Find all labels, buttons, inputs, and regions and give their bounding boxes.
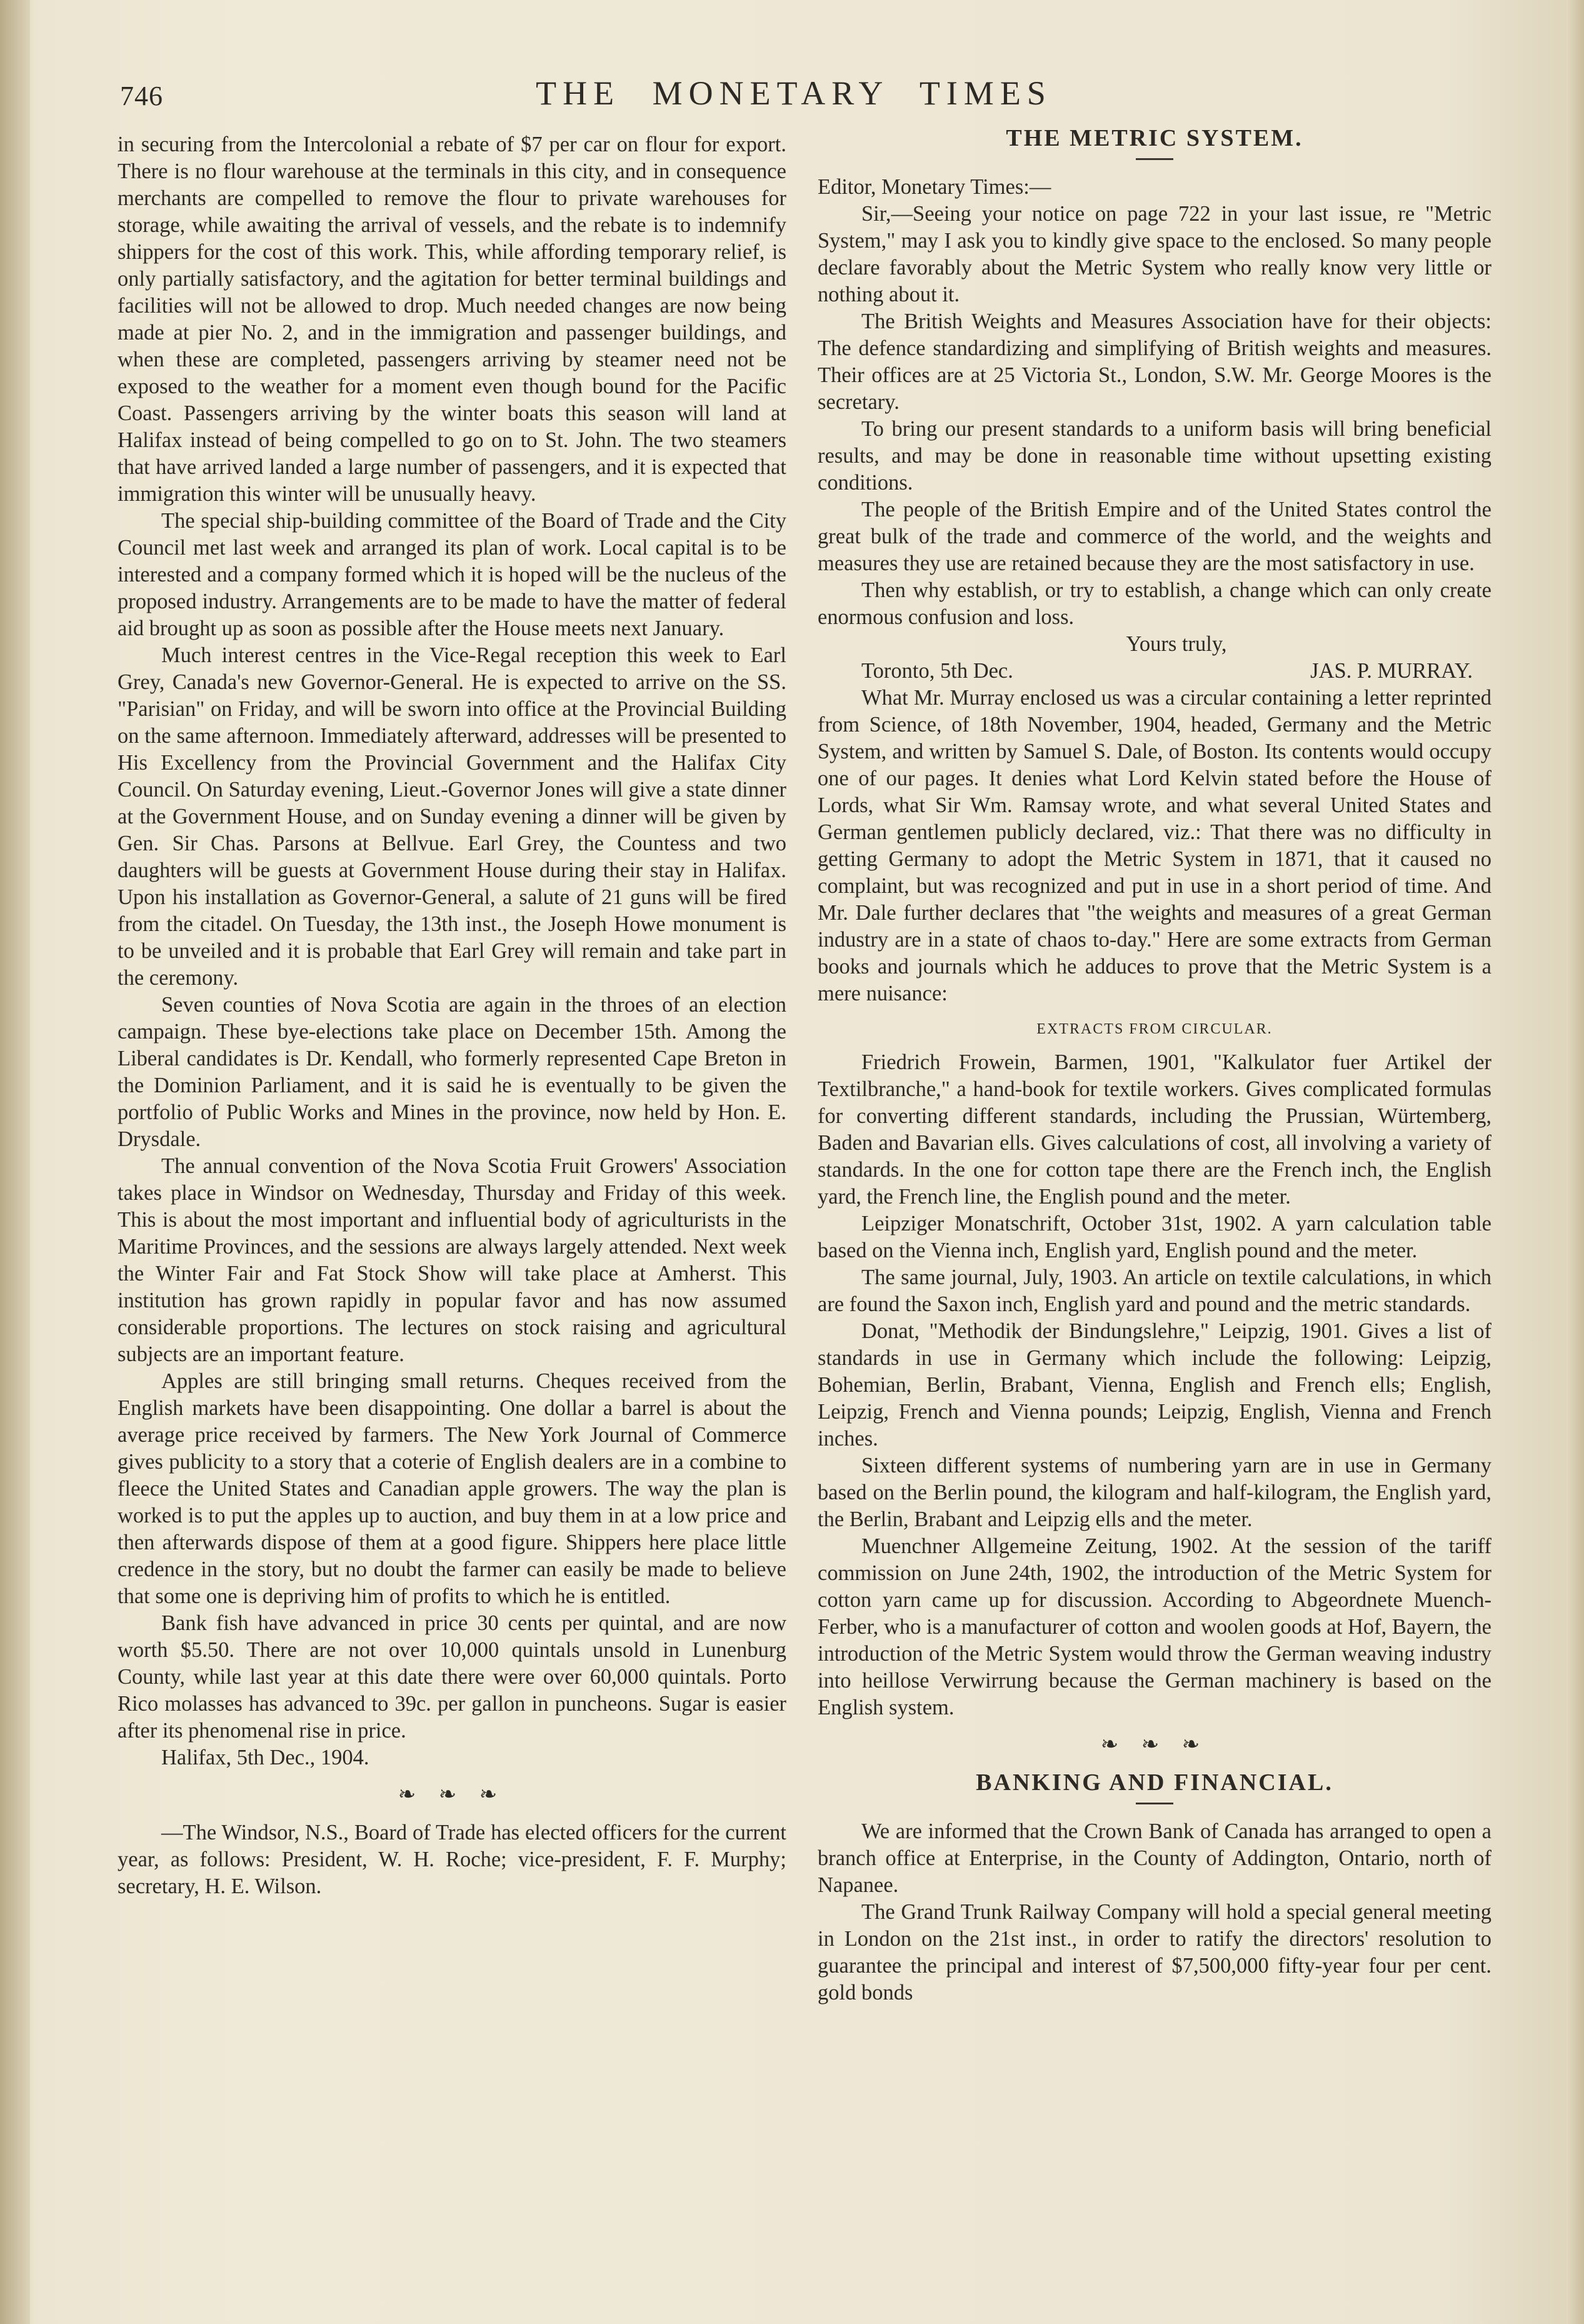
extract-paragraph: Donat, "Methodik der Bindungslehre," Leipzig, 1901. Gives a list of standards in use in Germany which include the following: Leipzig, Bohemian, Berlin, Brabant, Vienna, English and French ells; English, Leipzig, French and Vienna pounds; Leipzig, English, Vienna and French inches. (818, 1319, 1491, 1451)
right-column (818, 125, 1491, 2006)
article-paragraph: Seven counties of Nova Scotia are again in the throes of an election campaign. These bye-elections take place on December 15th. Among the Liberal candidates is Dr. Kendall, who formerly represented Cape Breton in the Dominion Parliament, and it is said he is eventually to be given the portfolio of Public Works and Mines in the province, now held by Hon. E. Drysdale. (118, 993, 786, 1151)
article-paragraph: Much interest centres in the Vice-Regal reception this week to Earl Grey, Canada's new Governor-General. He is expected to arrive on the SS. "Parisian" on Friday, and will be sworn into office at the Provincial Building on the same afternoon. Immediately afterward, addresses will be presented to His Excellency from the Provincial Government and the Halifax City Council. On Saturday evening, Lieut.-Governor Jones will give a state dinner at the Government House, and on Sunday evening a dinner will be given by Gen. Sir Chas. Parsons at Bellvue. Earl Grey, the Countess and two daughters will be guests at Government House during their stay in Halifax. Upon his installation as Governor-General, a salute of 21 guns will be fired from the citadel. On Tuesday, the 13th inst., the Joseph Howe monument is to be unveiled and it is probable that Earl Grey will remain and take part in the ceremony. (118, 643, 786, 990)
section-ornament: ❧ ❧ ❧ (398, 1783, 506, 1806)
extract-paragraph: Leipziger Monatschrift, October 31st, 1902. A yarn calculation table based on the Vienna inch, English yard, English pound and the meter. (818, 1212, 1491, 1262)
letter-closing: Yours truly, (1126, 632, 1227, 656)
article-paragraph: The annual convention of the Nova Scotia Fruit Growers' Association takes place in Windsor on Wednesday, Thursday and Friday of this week. This is about the most important and influential body of agriculturists in the Maritime Provinces, and the sessions are always largely attended. Next week the Winter Fair and Fat Stock Show will take place at Amherst. This institution has grown rapidly in popular favor and has now assumed considerable proportions. The lectures on stock raising and agricultural subjects are an important feature. (118, 1154, 786, 1366)
board-of-trade-note: —The Windsor, N.S., Board of Trade has elected officers for the current year, as follows: President, W. H. Roche; vice-president, F. F. Murphy; secretary, H. E. Wilson. (118, 1821, 786, 1898)
editor-commentary: What Mr. Murray enclosed us was a circular containing a letter reprinted from Science, of 18th November, 1904, headed, Germany and the Metric System, and written by Samuel S. Dale, of Boston. Its contents would occupy one of our pages. It denies what Lord Kelvin stated before the House of Lords, what Sir Wm. Ramsay wrote, and what several United States and German gentlemen publicly declared, viz.: That there was no difficulty in getting Germany to adopt the Metric System in 1871, that it caused no complaint, but was recognized and put in use in a short period of time. And Mr. Dale further declares that "the weights and measures of a great German industry are in a state of chaos to-day." Here are some extracts from German books and journals which he adduces to prove that the Metric System is a mere nuisance: (818, 686, 1491, 1005)
letter-signoff (818, 658, 1491, 685)
heading-rule (1136, 1803, 1173, 1804)
left-column (118, 131, 786, 1900)
letter-paragraph: Then why establish, or try to establish, a change which can only create enormous confusion and loss. (818, 578, 1491, 629)
extract-paragraph: Friedrich Frowein, Barmen, 1901, "Kalkulator fuer Artikel der Textilbranche," a hand-book for textile workers. Gives complicated formulas for converting different standards, including the Prussian, Würtemberg, Baden and Bavarian ells. Gives calculations of cost, all involving a variety of standards. In the one for cotton tape there are the French inch, the English yard, the French line, the English pound and the meter. (818, 1050, 1491, 1209)
extracts-heading: EXTRACTS FROM CIRCULAR. (1036, 1021, 1273, 1037)
extract-paragraph: The same journal, July, 1903. An article on textile calculations, in which are found the Saxon inch, English yard and pound and the metric standards. (818, 1265, 1491, 1316)
letter-paragraph: The people of the British Empire and of the United States control the great bulk of the trade and commerce of the world, and the weights and measures they use are retained because they are the most satisfactory in use. (818, 498, 1491, 575)
masthead-title: THE MONETARY TIMES (536, 74, 1052, 112)
signoff-name: JAS. P. MURRAY. (1310, 659, 1473, 683)
metric-system-heading: THE METRIC SYSTEM. (1006, 125, 1303, 151)
letter-paragraph: The British Weights and Measures Association have for their objects: The defence standardizing and simplifying of British weights and measures. Their offices are at 25 Victoria St., London, S.W. Mr. George Moores is the secretary. (818, 309, 1491, 414)
extract-paragraph: Sixteen different systems of numbering yarn are in use in Germany based on the Berlin pound, the kilogram and half-kilogram, the English yard, the Berlin, Brabant and Leipzig ells and the meter. (818, 1454, 1491, 1531)
binding-edge (0, 0, 30, 2324)
signoff-place: Toronto, 5th Dec. (861, 659, 1013, 683)
article-paragraph: Bank fish have advanced in price 30 cents per quintal, and are now worth $5.50. There are not over 10,000 quintals unsold in Lunenburg County, while last year at this date there were over 60,000 quintals. Porto Rico molasses has advanced to 39c. per gallon in puncheons. Sugar is easier after its phenomenal rise in price. (118, 1611, 786, 1743)
dateline: Halifax, 5th Dec., 1904. (161, 1746, 369, 1769)
letter-paragraph: Sir,—Seeing your notice on page 722 in your last issue, re "Metric System," may I ask you to kindly give space to the enclosed. So many people declare favorably about the Metric System who really know very little or nothing about it. (818, 202, 1491, 306)
heading-rule (1136, 158, 1173, 160)
section-ornament: ❧ ❧ ❧ (1100, 1733, 1209, 1756)
page-edge (1566, 0, 1584, 2324)
banking-paragraph: We are informed that the Crown Bank of Canada has arranged to open a branch office at Enterprise, in the County of Addington, Ontario, north of Napanee. (818, 1819, 1491, 1897)
article-paragraph: Apples are still bringing small returns. Cheques received from the English markets have been disappointing. One dollar a barrel is about the average price received by farmers. The New York Journal of Commerce gives publicity to a story that a coterie of English dealers are in a combine to fleece the United States and Canadian apple growers. The way the plan is worked is to put the apples up to auction, and buy them in at a low price and then afterwards dispose of them at a good figure. Shippers here place little credence in the story, but no doubt the farmer can easily be made to believe that some one is depriving him of profits to which he is entitled. (118, 1369, 786, 1608)
page-number: 746 (120, 81, 163, 111)
article-paragraph: in securing from the Intercolonial a rebate of $7 per car on flour for export. There is no flour warehouse at the terminals in this city, and in consequence merchants are compelled to remove the flour to private warehouses for storage, while awaiting the arrival of vessels, and the rebate is to indemnify shippers for the cost of this work. This, while affording temporary relief, is only partially satisfactory, and the agitation for better terminal buildings and facilities will not be allowed to drop. Much needed changes are now being made at pier No. 2, and in the immigration and passenger buildings, and when these are completed, passengers arriving by steamer need not be exposed to the weather for a moment even though bound for the Pacific Coast. Passengers arriving by the winter boats this season will land at Halifax instead of being compelled to go on to St. John. The two steamers that have arrived landed a large number of passengers, and it is expected that immigration this winter will be unusually heavy. (118, 133, 786, 506)
letter-paragraph: To bring our present standards to a uniform basis will bring beneficial results, and may be done in reasonable time without upsetting existing conditions. (818, 417, 1491, 495)
banking-paragraph: The Grand Trunk Railway Company will hold a special general meeting in London on the 21st inst., in order to ratify the directors' resolution to guarantee the principal and interest of $7,500,000 fifty-year four per cent. gold bonds (818, 1900, 1491, 2005)
extract-paragraph: Muenchner Allgemeine Zeitung, 1902. At the session of the tariff commission on June 24th, 1902, the introduction of the Metric System for cotton yarn came up for discussion. According to Abgeordnete Muench-Ferber, who is a manufacturer of cotton and woolen goods at Hof, Bayern, the introduction of the Metric System would throw the German weaving industry into heillose Verwirrung because the German machinery is based on the English system. (818, 1534, 1491, 1719)
letter-salutation: Editor, Monetary Times:— (818, 175, 1051, 199)
banking-heading: BANKING AND FINANCIAL. (976, 1769, 1333, 1796)
article-paragraph: The special ship-building committee of the Board of Trade and the City Council met last week and arranged its plan of work. Local capital is to be interested and a company formed which it is hoped will be the nucleus of the proposed industry. Arrangements are to be made to have the matter of federal aid brought up as soon as possible after the House meets next January. (118, 509, 786, 640)
